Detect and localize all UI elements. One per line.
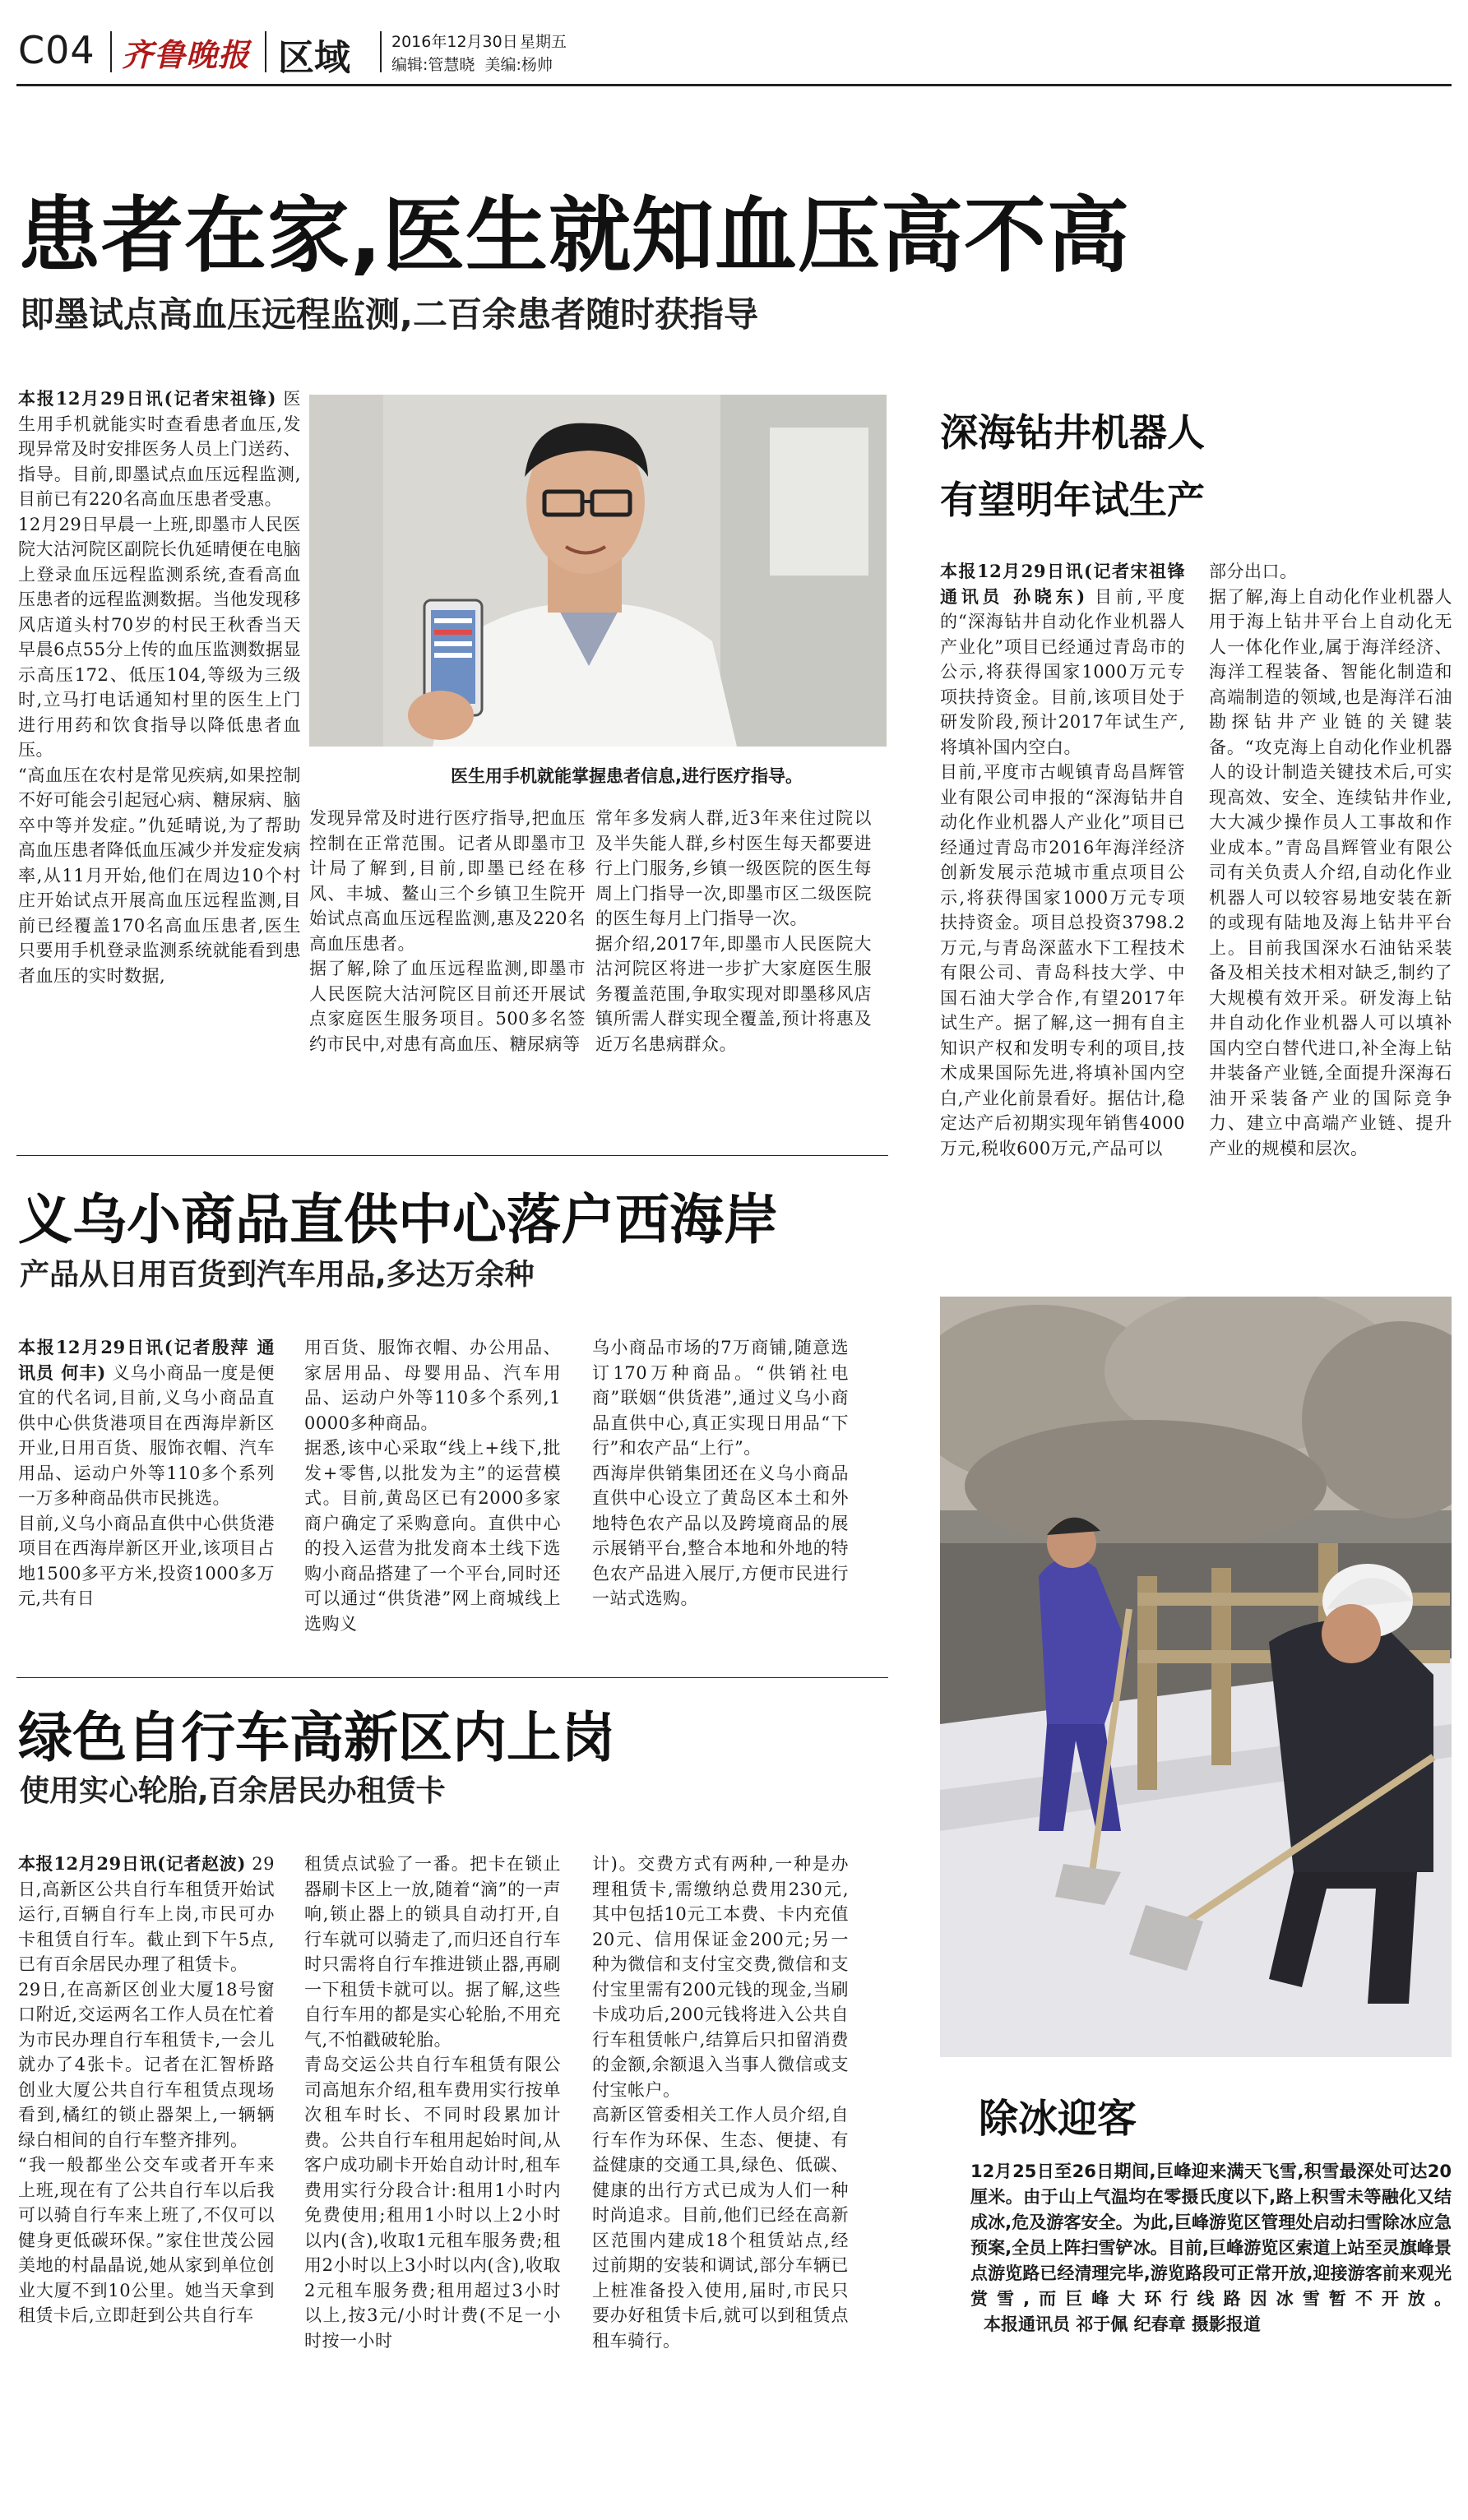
- paper-logo: 齐鲁晚报: [122, 36, 251, 73]
- bike-byline: 本报12月29日讯(记者赵波): [18, 1853, 246, 1874]
- drill-col1-text: 目前,平度的“深海钻井自动化作业机器人产业化”项目已经通过青岛市的公示,将获得国家1000万元专项扶持资金。目前,该项目处于研发阶段,预计2017年试生产,将填补国内空白。 目前,平度市古岘镇青岛昌辉管业有限公司申报的“深海钻井自动化作业机器人产业化”项目已经通过青岛市2016年海洋经济创新发展示范城市重点项目公示,将获得国家1000万元专项扶持资金。项目总投资3798.2万元,与青岛深蓝水下工程技术有限公司、青岛科技大学、中国石油大学合作,有望2017年试生产。据了解,这一拥有自主知识产权和发明专利的项目,技术成果国际先进,将填补国内空白,产业化前景看好。据估计,稳定达产后初期实现年销售4000万元,税收600万元,产品可以: [940, 586, 1186, 1158]
- issue-date: 2016年12月30日: [391, 33, 518, 51]
- ice-removal-photo-art: [940, 1297, 1452, 2057]
- header-divider: [110, 31, 112, 72]
- main-col2: 发现异常及时进行医疗指导,把血压控制在正常范围。记者从即墨市卫计局了解到,目前,即墨已经在移风、丰城、鳌山三个乡镇卫生院开始试点高血压远程监测,惠及220名高血压患者。 据了解,除了血压远程监测,即墨市人民医院大沽河院区目前还开展试点家庭医生服务项目。500多名签约市民中,对患有高血压、糖尿病等: [309, 808, 586, 1054]
- page-number: C04: [18, 28, 95, 72]
- section-divider: [16, 1155, 888, 1156]
- bike-col3: 计)。交费方式有两种,一种是办理租赁卡,需缴纳总费用230元,其中包括10元工本费、卡内充值20元、信用保证金200元;另一种为微信和支付宝交费,微信和支付宝里需有200元钱的现金,当刷卡成功后,200元钱将进入公共自行车租赁帐户,结算后只扣留消费的金额,余额退入当事人微信或支付宝帐户。 高新区管委相关工作人员介绍,自行车作为环保、生态、便捷、有益健康的交通工具,绿色、低碳、健康的出行方式已成为人们一种时尚追求。目前,他们已经在高新区范围内建成18个租赁站点,经过前期的安装和调试,部分车辆已上桩准备投入使用,届时,市民只要办好租赁卡后,就可以到租赁点租车骑行。: [592, 1854, 849, 2351]
- main-col1: [18, 386, 301, 1131]
- main-subheadline: 即墨试点高血压远程监测,二百余患者随时获指导: [20, 294, 758, 335]
- bike-col1: [18, 1852, 275, 2501]
- ice-headline: 除冰迎客: [979, 2096, 1137, 2142]
- yiwu-col3: 乌小商品市场的7万商铺,随意选订170万种商品。“供销社电商”联姻“供货港”,通过义乌小商品直供中心,真正实现日用品“下行”和农产品“上行”。 西海岸供销集团还在义乌小商品直供中心设立了黄岛区本土和外地特色农产品以及跨境商品的展示展销平台,整合本地和外地的特色农产品进入展厅,方便市民进行一站式选购。: [592, 1338, 849, 1608]
- drill-headline-line2: 有望明年试生产: [940, 478, 1205, 522]
- main-col1-text: 医生用手机就能实时查看患者血压,发现异常及时安排医务人员上门送药、指导。目前,即墨试点血压远程监测,目前已有220名高血压患者受惠。 12月29日早晨一上班,即墨市人民医院大沽河院区副院长仇延晴便在电脑上登录血压远程监测系统,查看高血压患者的远程监测数据。当他发现移风店道头村70岁的村民王秋香当天早晨6点55分上传的血压监测数据显示高压172、低压104,等级为三级时,立马打电话通知村里的医生上门进行用药和饮食指导以降低患者血压。 “高血压在农村是常见疾病,如果控制不好可能会引起冠心病、糖尿病、脑卒中等并发症。”仇延晴说,为了帮助高血压患者降低血压减少并发症发病率,从11月开始,他们在周边10个村庄开始试点开展高血压远程监测,目前已经覆盖170名高血压患者,医生只要用手机登录监测系统就能看到患者血压的实时数据,: [18, 389, 301, 986]
- header-divider: [380, 31, 382, 72]
- drill-byline: 本报12月29日讯(记者宋祖锋 通讯员 孙晓东): [940, 561, 1185, 607]
- bike-col1-text: 29日,高新区公共自行车租赁开始试运行,百辆自行车上岗,市民可办卡租赁自行车。截止到下午5点,已有百余居民办理了租赁卡。 29日,在高新区创业大厦18号窗口附近,交运两名工作人员在忙着为市民办理自行车租赁卡,一会儿就办了4张卡。记者在汇智桥路创业大厦公共自行车租赁点现场看到,橘红的锁止器架上,一辆辆绿白相间的自行车整齐排列。 “我一般都坐公交车或者开车来上班,现在有了公共自行车以后我可以骑自行车来上班了,不仅可以健身更低碳环保。”家住世茂公园美地的村晶晶说,她从家到单位创业大厦不到10公里。她当天拿到租赁卡后,立即赶到公共自行车: [18, 1854, 275, 2325]
- yiwu-col1-text: 义乌小商品一度是便宜的代名词,目前,义乌小商品直供中心供货港项目在西海岸新区开业,日用百货、服饰衣帽、汽车用品、运动户外等110多个系列一万多种商品供市民挑选。 目前,义乌小商品直供中心供货港项目在西海岸新区开业,该项目占地1500多平方米,投资1000多万元,共有日: [18, 1362, 275, 1608]
- yiwu-col1: [18, 1335, 275, 1648]
- bike-headline: 绿色自行车高新区内上岗: [18, 1706, 615, 1769]
- main-headline: 患者在家,医生就知血压高不高: [18, 187, 1130, 284]
- drill-col1: [940, 559, 1185, 1229]
- drill-headline-line1: 深海钻井机器人: [940, 410, 1205, 455]
- doctor-photo-caption: 医生用手机就能掌握患者信息,进行医疗指导。: [451, 766, 803, 786]
- header-rule: [16, 84, 1452, 86]
- ice-removal-photo: [940, 1297, 1452, 2057]
- ice-body: [970, 2159, 1452, 2337]
- doctor-photo: [309, 395, 887, 747]
- doctor-photo-art: [309, 395, 887, 747]
- main-byline: 本报12月29日讯(记者宋祖锋): [18, 388, 276, 409]
- editor-credits: 编辑:管慧晓 美编:杨帅: [391, 56, 553, 74]
- drill-col2: 部分出口。 据了解,海上自动化作业机器人用于海上钻井平台上自动化无人一体化作业,属于海洋经济、海洋工程装备、智能化制造和高端制造的领域,也是海洋石油勘探钻井产业链的关键装备。“攻克海上自动化作业机器人的设计制造关键技术后,可实现高效、安全、连续钻井作业,大大减少操作员人工事故和作业成本。”青岛昌辉管业有限公司有关负责人介绍,自动化作业机器人可以较容易地安装在新的或现有陆地及海上钻井平台上。目前我国深水石油钻采装备及相关技术相对缺乏,制约了大规模有效开采。研发海上钻井自动化作业机器人可以填补国内空白替代进口,补全海上钻井装备产业链,全面提升深海石油开采装备产业的国际竞争力、建立中高端产业链、提升产业的规模和层次。: [1209, 562, 1452, 1158]
- section-divider: [16, 1677, 888, 1678]
- header-divider: [265, 31, 266, 72]
- main-col3: 常年多发病人群,近3年来住过院以及半失能人群,乡村医生每天都要进行上门服务,乡镇一级医院的医生每周上门指导一次,即墨市区二级医院的医生每月上门指导一次。 据介绍,2017年,即墨市人民医院大沽河院区将进一步扩大家庭医生服务覆盖范围,争取实现对即墨移风店镇所需人群实现全覆盖,预计将惠及近万名患病群众。: [595, 808, 872, 1054]
- bike-subheadline: 使用实心轮胎,百余居民办租赁卡: [20, 1774, 446, 1808]
- ice-body-text: 12月25日至26日期间,巨峰迎来满天飞雪,积雪最深处可达20厘米。由于山上气温均在零摄氏度以下,路上积雪未等融化又结成冰,危及游客安全。为此,巨峰游览区管理处启动扫雪除冰应急预案,全员上阵扫雪铲冰。目前,巨峰游览区索道上站至灵旗峰景点游览路已经清理完毕,游览路段可正常开放,迎接游客前来观光赏雪,而巨峰大环行线路因冰雪暂不开放。: [970, 2162, 1452, 2309]
- yiwu-subheadline: 产品从日用百货到汽车用品,多达万余种: [20, 1258, 535, 1292]
- yiwu-col2: 用百货、服饰衣帽、办公用品、家居用品、母婴用品、汽车用品、运动户外等110多个系列,10000多种商品。 据悉,该中心采取“线上+线下,批发+零售,以批发为主”的运营模式。目前,黄岛区已有2000多家商户确定了采购意向。直供中心的投入运营为批发商本土线下选购小商品搭建了一个平台,同时还可以通过“供货港”网上商城线上选购义: [304, 1338, 561, 1634]
- bike-col2: 租赁点试验了一番。把卡在锁止器刷卡区上一放,随着“滴”的一声响,锁止器上的锁具自动打开,自行车就可以骑走了,而归还自行车时只需将自行车推进锁止器,再刷一下租赁卡就可以。据了解,这些自行车用的都是实心轮胎,不用充气,不怕戳破轮胎。 青岛交运公共自行车租赁有限公司高旭东介绍,租车费用实行按单次租车时长、不同时段累加计费。公共自行车租用起始时间,从客户成功刷卡开始自动计时,租车费用实行分段合计:租用1小时内免费使用;租用1小时以上2小时以内(含),收取1元租车服务费;租用2小时以上3小时以内(含),收取2元租车服务费;租用超过3小时以上,按3元/小时计费(不足一小时按一小时: [304, 1854, 561, 2351]
- ice-photo-credit: 本报通讯员 祁于佩 纪春章 摄影报道: [984, 2314, 1261, 2334]
- yiwu-byline: 本报12月29日讯(记者殷萍 通讯员 何丰): [18, 1337, 275, 1383]
- section-name: 区域: [278, 37, 350, 79]
- yiwu-headline: 义乌小商品直供中心落户西海岸: [18, 1188, 778, 1251]
- issue-weekday: 星期五: [520, 33, 567, 51]
